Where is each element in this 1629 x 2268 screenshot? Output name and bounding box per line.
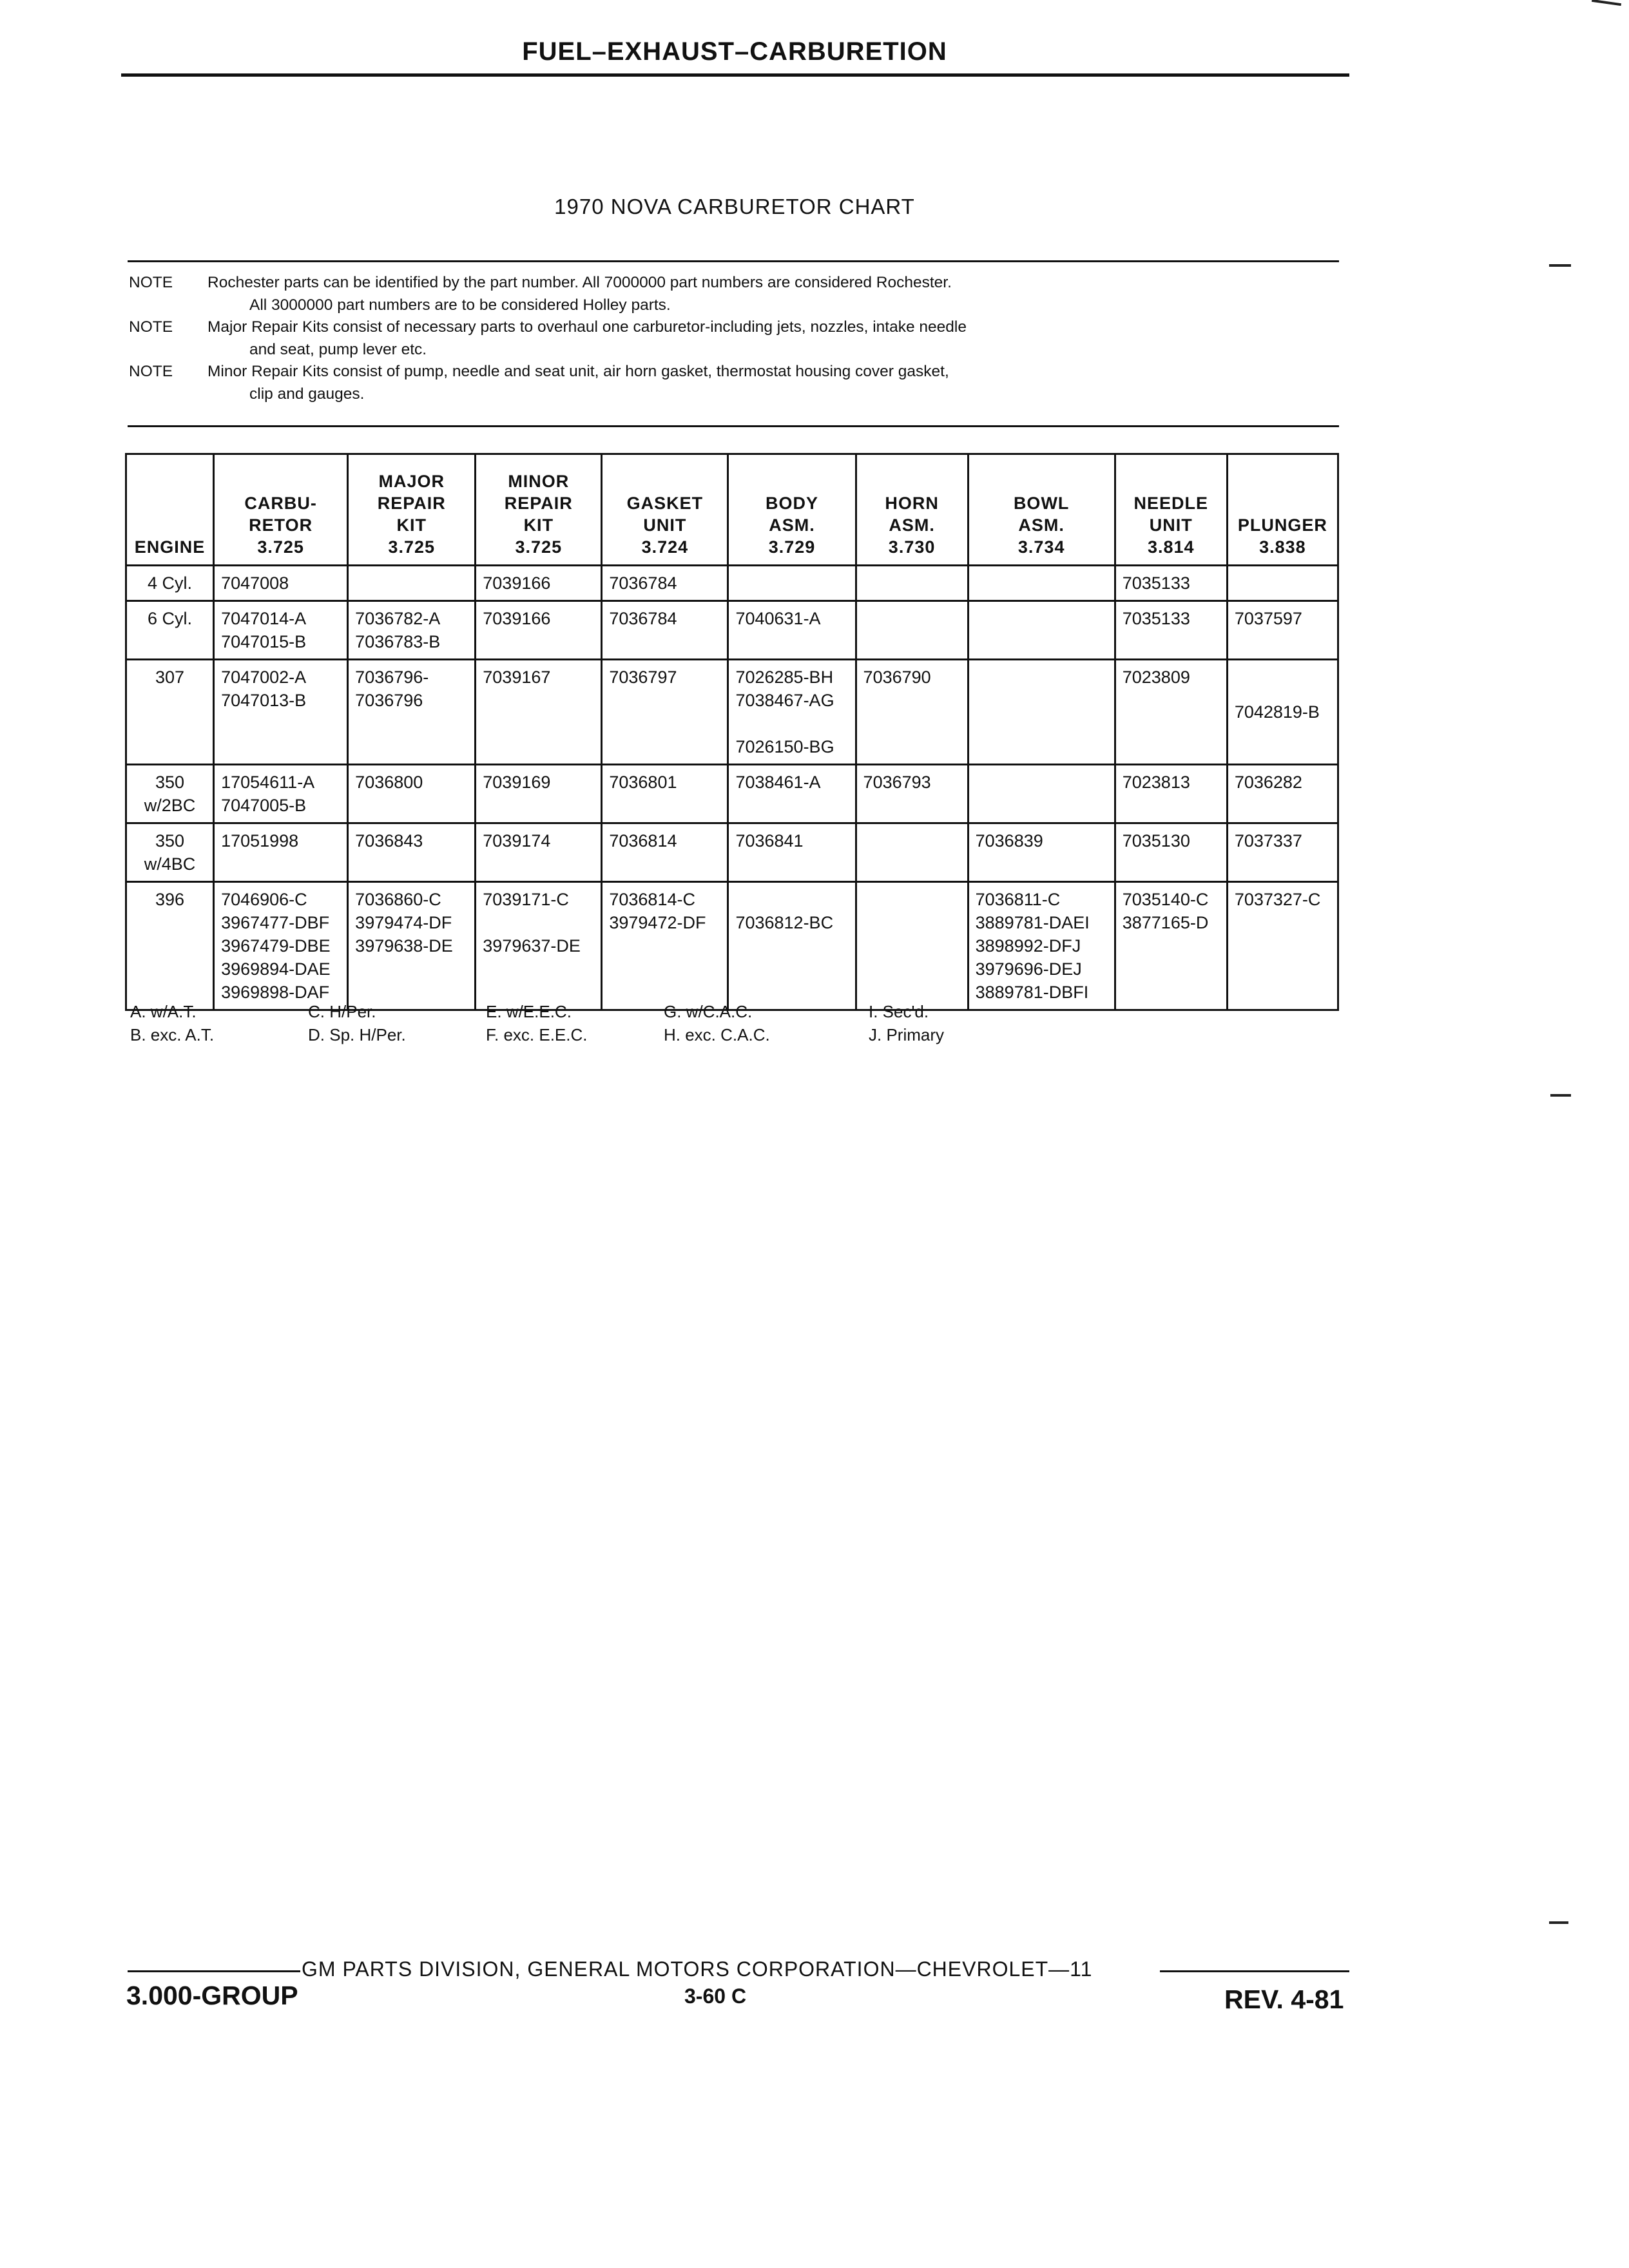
table-cell-major-kit bbox=[348, 601, 476, 660]
table-cell-engine bbox=[126, 566, 214, 601]
notes-top-rule bbox=[128, 260, 1339, 262]
table-cell-body-asm bbox=[728, 882, 856, 1010]
table-cell-major-kit bbox=[348, 765, 476, 823]
table-cell-needle-unit bbox=[1115, 765, 1227, 823]
part-number: 17054611-A bbox=[221, 773, 315, 792]
table-cell-gasket-unit bbox=[602, 882, 728, 1010]
table-cell-minor-kit bbox=[476, 660, 602, 765]
table-cell-gasket-unit bbox=[602, 660, 728, 765]
part-number: 7039174 bbox=[483, 831, 551, 850]
part-number: 7036801 bbox=[609, 773, 677, 792]
footer-group: 3.000-GROUP bbox=[126, 1981, 298, 2010]
part-number: 7036843 bbox=[355, 831, 423, 850]
part-number: 7038461-A bbox=[735, 773, 821, 792]
note-minor-kits bbox=[129, 361, 1224, 405]
table-cell-horn-asm bbox=[856, 882, 968, 1010]
footer-rule-right bbox=[1160, 1970, 1349, 1972]
footnote-entry: J. Primary bbox=[869, 1025, 944, 1044]
table-cell-major-kit bbox=[348, 823, 476, 882]
part-number: 7035140-C bbox=[1122, 890, 1209, 909]
part-number: 3969894-DAE bbox=[221, 959, 331, 979]
part-number: 7036860-C bbox=[355, 890, 441, 909]
part-number: 7023813 bbox=[1122, 773, 1190, 792]
part-number: 7036812-BC bbox=[735, 913, 834, 932]
part-number: w/4BC bbox=[144, 854, 196, 874]
column-header-line: 3.729 bbox=[768, 537, 816, 557]
part-number: 7039166 bbox=[483, 609, 551, 628]
column-header-line: 3.814 bbox=[1147, 537, 1195, 557]
column-header bbox=[856, 454, 968, 566]
part-number: 3967477-DBF bbox=[221, 913, 330, 932]
part-number: 7036784 bbox=[609, 609, 677, 628]
part-number: 396 bbox=[155, 890, 185, 909]
table-cell-major-kit bbox=[348, 566, 476, 601]
note-label: NOTE bbox=[129, 318, 173, 336]
part-number: 7036841 bbox=[735, 831, 804, 850]
part-number: 7037327-C bbox=[1234, 890, 1321, 909]
column-header-line: REPAIR bbox=[504, 494, 573, 513]
part-number: 7037597 bbox=[1234, 609, 1302, 628]
footnote-column bbox=[308, 1000, 406, 1046]
table-cell-horn-asm bbox=[856, 566, 968, 601]
part-number: 307 bbox=[155, 668, 185, 687]
table-cell-bowl-asm bbox=[968, 765, 1115, 823]
column-header-line: GASKET bbox=[626, 494, 704, 513]
part-number: 7026150-BG bbox=[735, 737, 834, 756]
table-row bbox=[126, 601, 1338, 660]
part-number: 7037337 bbox=[1234, 831, 1302, 850]
table-cell-gasket-unit bbox=[602, 601, 728, 660]
column-header bbox=[214, 454, 348, 566]
part-number: 7047015-B bbox=[221, 632, 307, 651]
table-cell-body-asm bbox=[728, 765, 856, 823]
part-number: 7042819-B bbox=[1234, 702, 1320, 722]
table-header-row bbox=[126, 454, 1338, 566]
part-number: 7036814 bbox=[609, 831, 677, 850]
part-number: 4 Cyl. bbox=[148, 573, 193, 593]
footnote-entry: F. exc. E.E.C. bbox=[486, 1025, 588, 1044]
table-cell-engine bbox=[126, 601, 214, 660]
part-number: 7047008 bbox=[221, 573, 289, 593]
table-cell-horn-asm bbox=[856, 823, 968, 882]
table-cell-engine bbox=[126, 660, 214, 765]
table-cell-minor-kit bbox=[476, 601, 602, 660]
part-number: 7040631-A bbox=[735, 609, 821, 628]
part-number: 3969898-DAF bbox=[221, 983, 330, 1002]
footer-revision: REV. 4-81 bbox=[1224, 1984, 1344, 2014]
table-row bbox=[126, 566, 1338, 601]
table-cell-engine bbox=[126, 823, 214, 882]
part-number: 3877165-D bbox=[1122, 913, 1209, 932]
table-cell-engine bbox=[126, 882, 214, 1010]
notes-block bbox=[129, 272, 1224, 405]
column-header bbox=[1115, 454, 1227, 566]
column-header-line: BOWL bbox=[1013, 494, 1070, 513]
table-cell-bowl-asm bbox=[968, 823, 1115, 882]
note-line: All 3000000 part numbers are to be considered Holley parts. bbox=[249, 296, 671, 314]
footnote-column bbox=[664, 1000, 770, 1046]
part-number: 7036796 bbox=[355, 691, 423, 710]
part-number: 7039171-C bbox=[483, 890, 569, 909]
part-number: 7036784 bbox=[609, 573, 677, 593]
part-number: 6 Cyl. bbox=[148, 609, 193, 628]
part-number: 7039169 bbox=[483, 773, 551, 792]
part-number: 3979637-DE bbox=[483, 936, 581, 956]
column-header-line: KIT bbox=[523, 515, 554, 535]
table-cell-engine bbox=[126, 765, 214, 823]
footnote-column bbox=[869, 1000, 944, 1046]
table-cell-plunger bbox=[1227, 823, 1338, 882]
column-header-line: BODY bbox=[765, 494, 818, 513]
part-number: 350 bbox=[155, 831, 185, 850]
part-number: 7026285-BH bbox=[735, 668, 834, 687]
chart-title: 1970 NOVA CARBURETOR CHART bbox=[554, 195, 915, 218]
part-number: 7038467-AG bbox=[735, 691, 834, 710]
part-number: 3967479-DBE bbox=[221, 936, 331, 956]
column-header bbox=[728, 454, 856, 566]
column-header-line: 3.725 bbox=[388, 537, 435, 557]
part-number: 7036800 bbox=[355, 773, 423, 792]
table-cell-plunger bbox=[1227, 882, 1338, 1010]
footnote-column bbox=[486, 1000, 588, 1046]
table-cell-major-kit bbox=[348, 660, 476, 765]
table-row bbox=[126, 823, 1338, 882]
footnote-entry: G. w/C.A.C. bbox=[664, 1002, 753, 1021]
table-cell-carburetor bbox=[214, 601, 348, 660]
part-number: 7036783-B bbox=[355, 632, 441, 651]
part-number bbox=[483, 911, 594, 934]
table-cell-plunger bbox=[1227, 765, 1338, 823]
part-number: 7035130 bbox=[1122, 831, 1190, 850]
column-header-line: UNIT bbox=[1149, 515, 1193, 535]
column-header-line: KIT bbox=[396, 515, 427, 535]
scan-mark bbox=[1550, 1094, 1571, 1097]
table-cell-plunger bbox=[1227, 566, 1338, 601]
footnote-entry: H. exc. C.A.C. bbox=[664, 1025, 770, 1044]
part-number: 7035133 bbox=[1122, 609, 1190, 628]
footnote-entry: E. w/E.E.C. bbox=[486, 1002, 572, 1021]
footnote-entry: B. exc. A.T. bbox=[130, 1025, 215, 1044]
notes-bottom-rule bbox=[128, 425, 1339, 427]
column-header-line: ASM. bbox=[889, 515, 935, 535]
table-cell-gasket-unit bbox=[602, 823, 728, 882]
table-cell-needle-unit bbox=[1115, 566, 1227, 601]
carburetor-parts-table bbox=[125, 453, 1339, 1011]
note-major-kits bbox=[129, 316, 1224, 361]
part-number: 7023809 bbox=[1122, 668, 1190, 687]
part-number: 7035133 bbox=[1122, 573, 1190, 593]
section-title: FUEL–EXHAUST–CARBURETION bbox=[522, 37, 947, 66]
table-cell-bowl-asm bbox=[968, 601, 1115, 660]
part-number: 17051998 bbox=[221, 831, 299, 850]
part-number bbox=[735, 712, 848, 735]
column-header-line: HORN bbox=[885, 494, 939, 513]
table-cell-needle-unit bbox=[1115, 882, 1227, 1010]
scan-mark bbox=[1549, 1921, 1568, 1924]
table-row bbox=[126, 882, 1338, 1010]
table-cell-carburetor bbox=[214, 660, 348, 765]
part-number: 7036814-C bbox=[609, 890, 695, 909]
part-number: 3898992-DFJ bbox=[975, 936, 1081, 956]
part-number: 7036793 bbox=[863, 773, 931, 792]
table-cell-carburetor bbox=[214, 823, 348, 882]
footnote-column bbox=[130, 1000, 214, 1046]
note-line: Major Repair Kits consist of necessary parts to overhaul one carburetor-including jets, nozzles, intake needle bbox=[207, 318, 967, 336]
note-label: NOTE bbox=[129, 363, 173, 380]
table-cell-body-asm bbox=[728, 566, 856, 601]
footer-division: GM PARTS DIVISION, GENERAL MOTORS CORPORATION—CHEVROLET—11 bbox=[302, 1957, 1093, 1981]
note-label: NOTE bbox=[129, 274, 173, 291]
table-cell-body-asm bbox=[728, 823, 856, 882]
column-header-line: 3.730 bbox=[888, 537, 936, 557]
table-row bbox=[126, 765, 1338, 823]
column-header-line: NEEDLE bbox=[1133, 494, 1209, 513]
table-cell-minor-kit bbox=[476, 566, 602, 601]
table-cell-minor-kit bbox=[476, 823, 602, 882]
table-cell-horn-asm bbox=[856, 601, 968, 660]
table-cell-horn-asm bbox=[856, 765, 968, 823]
footnote-entry: I. Sec'd. bbox=[869, 1002, 929, 1021]
table-cell-minor-kit bbox=[476, 882, 602, 1010]
table-cell-bowl-asm bbox=[968, 882, 1115, 1010]
part-number bbox=[735, 888, 848, 911]
column-header-line: PLUNGER bbox=[1237, 515, 1327, 535]
column-header bbox=[968, 454, 1115, 566]
column-header-line: ASM. bbox=[1018, 515, 1065, 535]
part-number: 7036282 bbox=[1234, 773, 1302, 792]
table-cell-body-asm bbox=[728, 601, 856, 660]
table-cell-carburetor bbox=[214, 566, 348, 601]
column-header-line: REPAIR bbox=[377, 494, 446, 513]
table-cell-gasket-unit bbox=[602, 566, 728, 601]
column-header-line: RETOR bbox=[249, 515, 313, 535]
table-cell-major-kit bbox=[348, 882, 476, 1010]
scan-mark bbox=[1592, 0, 1621, 6]
column-header-line: MAJOR bbox=[378, 472, 445, 491]
part-number: 7039167 bbox=[483, 668, 551, 687]
part-number: 3979638-DE bbox=[355, 936, 453, 956]
part-number: 7036839 bbox=[975, 831, 1043, 850]
table-cell-needle-unit bbox=[1115, 823, 1227, 882]
part-number: 3979474-DF bbox=[355, 913, 452, 932]
column-header-line: MINOR bbox=[508, 472, 570, 491]
column-header bbox=[348, 454, 476, 566]
note-line: clip and gauges. bbox=[249, 385, 365, 403]
table-cell-plunger bbox=[1227, 660, 1338, 765]
column-header bbox=[126, 454, 214, 566]
table-row bbox=[126, 660, 1338, 765]
scan-mark bbox=[1549, 264, 1571, 267]
table-cell-bowl-asm bbox=[968, 660, 1115, 765]
part-number: 3889781-DAEI bbox=[975, 913, 1090, 932]
column-header bbox=[1227, 454, 1338, 566]
column-header-line: CARBU- bbox=[244, 494, 317, 513]
column-header-line: UNIT bbox=[643, 515, 687, 535]
column-header-line: ENGINE bbox=[134, 537, 206, 557]
table-cell-carburetor bbox=[214, 882, 348, 1010]
table-cell-needle-unit bbox=[1115, 660, 1227, 765]
note-line: Minor Repair Kits consist of pump, needle and seat unit, air horn gasket, thermostat housing cover gasket, bbox=[207, 363, 949, 380]
part-number: 3979696-DEJ bbox=[975, 959, 1082, 979]
column-header bbox=[476, 454, 602, 566]
column-header-line: 3.725 bbox=[515, 537, 563, 557]
part-number: 3979472-DF bbox=[609, 913, 706, 932]
table-cell-carburetor bbox=[214, 765, 348, 823]
part-number: 7039166 bbox=[483, 573, 551, 593]
part-number: 7036796- bbox=[355, 668, 429, 687]
table-cell-body-asm bbox=[728, 660, 856, 765]
column-header-line: 3.838 bbox=[1259, 537, 1306, 557]
header-rule bbox=[121, 73, 1349, 77]
part-number: 7036782-A bbox=[355, 609, 441, 628]
part-number: 7036790 bbox=[863, 668, 931, 687]
note-rochester bbox=[129, 272, 1224, 316]
part-number: 3889781-DBFI bbox=[975, 983, 1089, 1002]
footnote-entry: A. w/A.T. bbox=[130, 1002, 197, 1021]
part-number: 7047005-B bbox=[221, 796, 307, 815]
note-line: and seat, pump lever etc. bbox=[249, 340, 427, 358]
part-number: 7036797 bbox=[609, 668, 677, 687]
part-number: w/2BC bbox=[144, 796, 196, 815]
table-cell-needle-unit bbox=[1115, 601, 1227, 660]
column-header bbox=[602, 454, 728, 566]
table-cell-plunger bbox=[1227, 601, 1338, 660]
part-number: 7046906-C bbox=[221, 890, 307, 909]
part-number bbox=[1235, 677, 1331, 700]
footer-page-number: 3-60 C bbox=[684, 1984, 747, 2008]
column-header-line: 3.724 bbox=[641, 537, 689, 557]
column-header-line: 3.725 bbox=[257, 537, 304, 557]
part-number: 7047013-B bbox=[221, 691, 307, 710]
part-number: 350 bbox=[155, 773, 185, 792]
footnote-entry: D. Sp. H/Per. bbox=[308, 1025, 406, 1044]
column-header-line: ASM. bbox=[769, 515, 815, 535]
column-header-line: 3.734 bbox=[1017, 537, 1065, 557]
table-cell-gasket-unit bbox=[602, 765, 728, 823]
footer-rule-left bbox=[128, 1970, 300, 1972]
part-number: 7047014-A bbox=[221, 609, 307, 628]
part-number: 7047002-A bbox=[221, 668, 307, 687]
table-cell-horn-asm bbox=[856, 660, 968, 765]
part-number: 7036811-C bbox=[975, 890, 1061, 909]
note-line: Rochester parts can be identified by the part number. All 7000000 part numbers are considered Rochester. bbox=[207, 274, 952, 291]
footnote-entry: C. H/Per. bbox=[308, 1002, 376, 1021]
table-cell-bowl-asm bbox=[968, 566, 1115, 601]
table-cell-minor-kit bbox=[476, 765, 602, 823]
